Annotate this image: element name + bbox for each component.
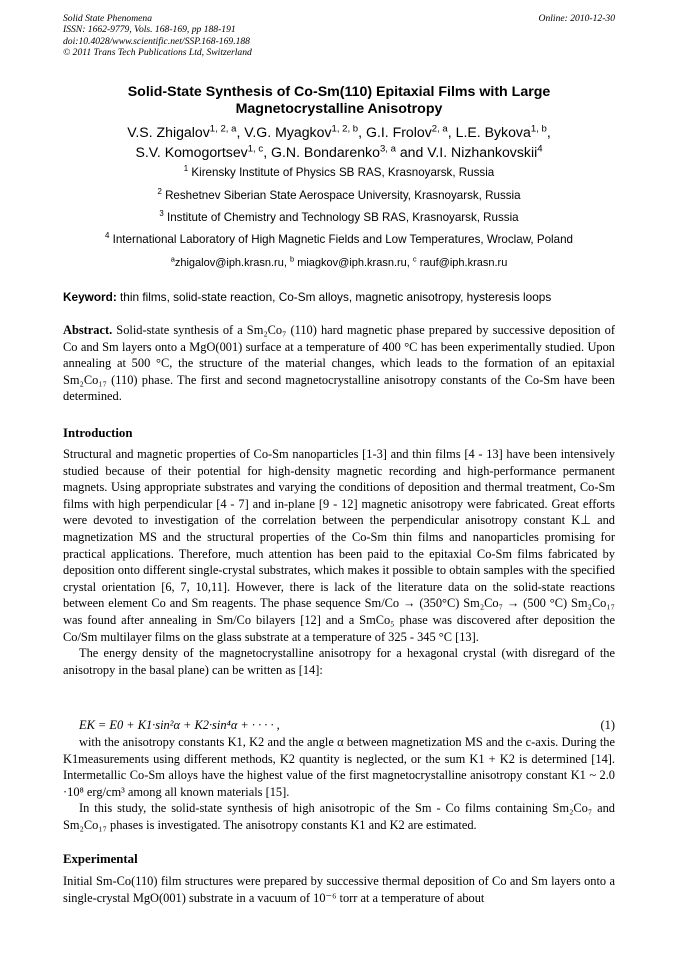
keywords-label: Keyword:: [63, 290, 117, 304]
email-address[interactable]: zhigalov@iph.krasn.ru: [174, 257, 284, 269]
title-line-2: Magnetocrystalline Anisotropy: [235, 101, 443, 118]
affiliation: [20, 233, 658, 247]
doi-line[interactable]: doi:10.4028/www.scientific.net/SSP.168-169.188: [63, 35, 250, 47]
author-name: G.N. Bondarenko: [271, 143, 380, 160]
paragraph: The energy density of the magnetocrystalline anisotropy for a hexagonal crystal (with disregard of the anisotropy in the basal plane) can be written as [14]:: [63, 646, 615, 677]
affiliation-text: Institute of Chemistry and Technology SB RAS, Krasnoyarsk, Russia: [167, 211, 519, 224]
author-mark: 1, 2, b: [331, 123, 359, 135]
keywords: [63, 290, 623, 304]
running-header: [63, 13, 252, 59]
author-name: S.V. Komogortsev: [135, 143, 248, 160]
author-name: G.I. Frolov: [365, 124, 432, 140]
equation-text: EK = E0 + K1·sin²α + K2·sin⁴α + · · · · ,: [79, 718, 280, 732]
author-mark: 1, b: [530, 123, 547, 135]
paragraph: Structural and magnetic properties of Co-Sm nanoparticles [1-3] and thin films [4 - 13] have been intensively studied because of their potential for high-density magnetic recording and high-performance permanent magnets. Using appropriate substrates and varying the conditions of deposition and thermal treatment, Co-Sm films with high perpendicular [4 - 7] and in-plane [9 - 12] magnetic anisotropy were fabricated. Great efforts were devoted to investigation of the correlation between the perpendicular anisotropy constant K⊥ and magnetization MS and the structural properties of the Co-Sm thin films and nanoparticles promising for practical applications. Therefore, much attention has been paid to the epitaxial Co-Sm films fabricated by deposition onto different single-crystal substrates, which makes it possible to obtain samples with the specified crystal orientation [6, 7, 10,11]. However, there is lack of the literature data on the solid-state reactions between element Co and Sm reagents. The phase sequence Sm/Co → (350°C) Sm₂Co₇ → (500 °C) Sm₂Co₁₇ was found after annealing in Sm/Co bilayers [12] and a SmCo₅ phase was discovered after deposition the Co/Sm multilayer films on the glass substrate at a temperature of 325 - 345 °C [13].: [63, 447, 615, 644]
section-heading-experimental: Experimental: [63, 852, 138, 866]
introduction-body: [63, 446, 615, 678]
affiliation-text: Kirensky Institute of Physics SB RAS, Krasnoyarsk, Russia: [191, 166, 495, 179]
affiliation: [20, 211, 658, 225]
author-name: V.S. Zhigalov: [127, 124, 210, 140]
email-mark: c: [412, 254, 417, 264]
online-date: Online: 2010-12-30: [538, 13, 615, 24]
affiliation: [20, 189, 658, 203]
journal-name: Solid State Phenomena: [63, 13, 152, 24]
affiliation: [20, 166, 658, 180]
copyright-line: © 2011 Trans Tech Publications Ltd, Switzerland: [63, 47, 252, 59]
email-mark: b: [289, 254, 295, 264]
affiliation-text: Reshetnev Siberian State Aerospace University, Krasnoyarsk, Russia: [165, 189, 521, 202]
email-line: $^a$zhigalov@iph.krasn.ru, $^b$ miagkov@iph.krasn.ru, $^c$ rauf@iph.krasn.ru: [170, 254, 508, 269]
author-name: V.G. Myagkov: [244, 124, 332, 140]
equation-number: (1): [600, 718, 615, 732]
email-address[interactable]: rauf@iph.krasn.ru: [419, 257, 508, 269]
introduction-continued: [63, 734, 615, 834]
affiliation-mark: 4: [105, 231, 110, 241]
paragraph: Initial Sm-Co(110) film structures were prepared by successive thermal deposition of Co and Sm layers onto a single-crystal MgO(001) substrate in a vacuum of 10⁻⁶ torr at a temperature of about: [63, 874, 615, 905]
email-address[interactable]: miagkov@iph.krasn.ru: [297, 257, 407, 269]
paper-title: [40, 84, 638, 119]
abstract-label: Abstract.: [63, 323, 113, 337]
equation-1: [79, 718, 615, 733]
abstract-text: Solid-state synthesis of a Sm₂Co₇ (110) hard magnetic phase prepared by successive deposition of Co and Sm layers onto a MgO(001) surface at a temperature of 400 °C has been experimentally studied. Upon annealing at 500 °C, the structure of the material changes, which leads to the formation of an epitaxial Sm₂Co₁₇ (110) phase. The first and second magnetocrystalline anisotropy constants of the Co-Sm have been determined.: [63, 323, 615, 404]
keywords-text: thin films, solid-state reaction, Co-Sm alloys, magnetic anisotropy, hysteresis loops: [120, 290, 552, 304]
experimental-body: [63, 873, 615, 906]
abstract: [63, 322, 615, 405]
author-name: V.I. Nizhankovskii: [427, 143, 538, 160]
author-name: L.E. Bykova: [455, 124, 531, 140]
author-mark: 3, a: [379, 142, 396, 154]
title-line-1: Solid-State Synthesis of Co-Sm(110) Epitaxial Films with Large: [127, 84, 551, 100]
email-mark: a: [170, 254, 175, 264]
author-mark: 4: [537, 142, 543, 154]
paragraph: with the anisotropy constants K1, K2 and the angle α between magnetization MS and the c-axis. During the K1measurements using different methods, K2 quantity is neglected, or the sum K1 + K2 is determined [14]. Intermetallic Co-Sm alloys have the highest value of the first magnetocrystalline anisotropy constant K1 ~ 2.0 ·10⁸ erg/cm³ among all known materials [15].: [63, 735, 615, 799]
author-mark: 2, a: [431, 123, 448, 135]
author-mark: 1, 2, a: [209, 123, 237, 135]
issn-line: ISSN: 1662-9779, Vols. 168-169, pp 188-191: [63, 24, 236, 36]
author-list: V.S. Zhigalov$^{1, 2, a}$, V.G. Myagkov$^{1, 2, b}$, G.I. Frolov$^{2, a}$, L.E. Bykova$^{1, b}$, S.V. Komogortsev$^{1, c}$, G.N. Bondarenko$^{3, a}$ and V.I. Nizhankovskii$^4$: [127, 123, 551, 160]
affiliation-text: International Laboratory of High Magnetic Fields and Low Temperatures, Wroclaw, Poland: [112, 233, 573, 246]
affiliation-mark: 1: [183, 164, 189, 174]
affiliation-mark: 2: [157, 187, 162, 197]
section-heading-introduction: Introduction: [63, 426, 133, 440]
paragraph: In this study, the solid-state synthesis of high anisotropic of the Sm - Co films containing Sm₂Co₇ and Sm₂Co₁₇ phases is investigated. The anisotropy constants K1 and K2 are estimated.: [63, 801, 615, 832]
author-mark: 1, c: [247, 142, 264, 154]
affiliation-mark: 3: [159, 209, 164, 219]
